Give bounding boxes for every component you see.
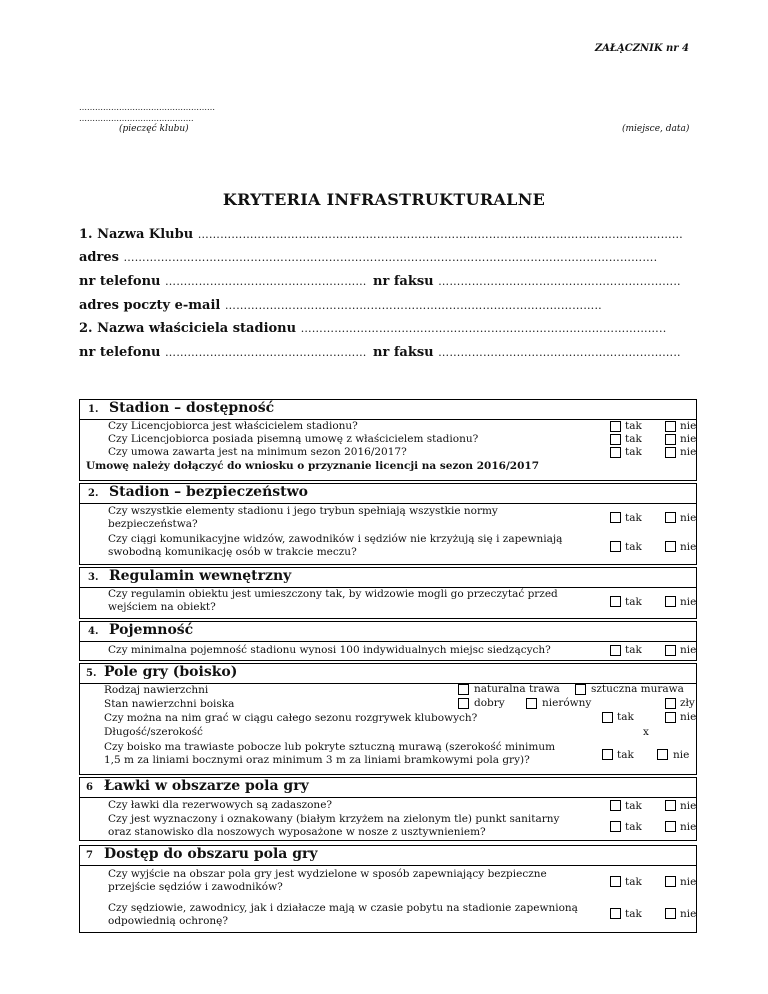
question-text: Czy wyjście na obszar pola gry jest wydzielone w sposób zapewniający bezpieczne — [108, 868, 547, 880]
section-title: Ławki w obszarze pola gry — [104, 778, 309, 794]
question-text: 1,5 m za liniami bocznymi oraz minimum 3 m za liniami bramkowymi pola gry)? — [104, 754, 530, 766]
no-checkbox[interactable] — [665, 541, 676, 552]
question-text: Czy ławki dla rezerwowych są zadaszone? — [108, 799, 333, 811]
no-label: nie — [680, 433, 697, 445]
question-text: przejście sędziów i zawodników? — [108, 881, 283, 893]
yes-label: tak — [625, 541, 642, 553]
no-label: nie — [680, 821, 697, 833]
section-header — [80, 778, 696, 798]
question-text: Stan nawierzchni boiska — [104, 698, 235, 710]
section-title: Regulamin wewnętrzny — [109, 568, 292, 584]
attachment-label: ZAŁĄCZNIK nr 4 — [594, 43, 689, 54]
owner-fax-field[interactable] — [373, 345, 681, 360]
section-number: 4. — [88, 626, 99, 637]
section-title: Pole gry (boisko) — [104, 664, 238, 680]
question-text: swobodną komunikację osób w trakcie meczu? — [108, 546, 357, 558]
stamp-dots-line: …………………………………………… — [79, 103, 215, 112]
question-text: Czy Licencjobiorca jest właścicielem stadionu? — [108, 420, 358, 432]
yes-checkbox[interactable] — [610, 596, 621, 607]
yes-checkbox[interactable] — [610, 645, 621, 656]
yes-label: tak — [625, 433, 642, 445]
no-checkbox[interactable] — [665, 821, 676, 832]
yes-label: tak — [625, 446, 642, 458]
section-internal-regulations — [79, 567, 697, 619]
yes-checkbox[interactable] — [610, 512, 621, 523]
section-number: 1. — [88, 404, 99, 415]
club-name-label: 1. Nazwa Klubu — [79, 227, 194, 242]
owner-phone-dots: ……………………………………………… — [165, 346, 367, 359]
fax-label: nr faksu — [373, 274, 434, 289]
no-label: nie — [680, 644, 697, 656]
yes-checkbox[interactable] — [610, 447, 621, 458]
no-checkbox[interactable] — [665, 908, 676, 919]
yes-label: tak — [617, 711, 634, 723]
question-text: Czy regulamin obiektu jest umieszczony tak, by widzowie mogli go przeczytać przed — [108, 588, 558, 600]
no-checkbox[interactable] — [665, 876, 676, 887]
section-header — [80, 622, 696, 642]
owner-dots: …………………………………………………………………………………….. — [300, 322, 667, 335]
section-header — [80, 664, 696, 684]
good-condition-label: dobry — [474, 697, 505, 709]
stamp-dots-line-2: ……………………………………. — [79, 114, 194, 123]
no-label: nie — [673, 749, 690, 761]
no-label: nie — [680, 596, 697, 608]
yes-label: tak — [625, 876, 642, 888]
question-text: oraz stanowisko dla noszowych wyposażone w nosze z usztywnieniem? — [108, 826, 486, 838]
yes-checkbox[interactable] — [602, 749, 613, 760]
uneven-condition-label: nierówny — [542, 697, 592, 709]
no-label: nie — [680, 800, 697, 812]
yes-checkbox[interactable] — [610, 876, 621, 887]
no-label: nie — [680, 908, 697, 920]
uneven-condition-checkbox[interactable] — [526, 698, 537, 709]
no-checkbox[interactable] — [665, 447, 676, 458]
yes-checkbox[interactable] — [610, 800, 621, 811]
bad-condition-checkbox[interactable] — [665, 698, 676, 709]
address-dots: ……….……………………………………………………………………………………………………………………. — [123, 251, 658, 264]
no-label: nie — [680, 541, 697, 553]
no-label: nie — [680, 420, 697, 432]
section-header — [80, 846, 696, 866]
phone-label: nr telefonu — [79, 274, 161, 289]
section-number: 6 — [86, 782, 93, 793]
place-date-label: (miejsce, data) — [622, 124, 690, 134]
no-checkbox[interactable] — [665, 645, 676, 656]
no-checkbox[interactable] — [665, 434, 676, 445]
question-text: odpowiednią ochronę? — [108, 915, 228, 927]
owner-fax-label: nr faksu — [373, 345, 434, 360]
question-text: Czy jest wyznaczony i oznakowany (białym krzyżem na zielonym tle) punkt sanitarny — [108, 813, 560, 825]
no-label: nie — [680, 711, 697, 723]
section-number: 3. — [88, 572, 99, 583]
yes-checkbox[interactable] — [610, 421, 621, 432]
owner-label: 2. Nazwa właściciela stadionu — [79, 321, 297, 336]
no-checkbox[interactable] — [665, 512, 676, 523]
club-name-dots: ………………………………………………………………………………………………………….……… — [197, 228, 683, 241]
question-text: wejściem na obiekt? — [108, 601, 216, 613]
section-title: Stadion – bezpieczeństwo — [109, 484, 308, 500]
section-stadium-access — [79, 399, 697, 481]
phone-field[interactable] — [79, 274, 367, 289]
page-title: KRYTERIA INFRASTRUKTURALNE — [222, 190, 546, 209]
no-label: nie — [680, 876, 697, 888]
yes-label: tak — [617, 749, 634, 761]
address-label: adres — [79, 250, 119, 265]
question-text: Czy boisko ma trawiaste pobocze lub pokryte sztuczną murawą (szerokość minimum — [104, 741, 556, 753]
yes-label: tak — [625, 644, 642, 656]
artificial-turf-label: sztuczna murawa — [591, 683, 684, 695]
question-text: Czy umowa zawarta jest na minimum sezon 2016/2017? — [108, 446, 407, 458]
section-field-access — [79, 845, 697, 933]
question-text: Czy sędziowie, zawodnicy, jak i działacze mają w czasie pobytu na stadionie zapewnioną — [108, 902, 578, 914]
yes-checkbox[interactable] — [610, 908, 621, 919]
section-header — [80, 484, 696, 504]
bad-condition-label: zły — [680, 697, 695, 709]
section-playing-field — [79, 663, 697, 775]
no-checkbox[interactable] — [657, 749, 668, 760]
no-checkbox[interactable] — [665, 421, 676, 432]
section-title: Dostęp do obszaru pola gry — [104, 846, 318, 862]
question-text: Czy minimalna pojemność stadionu wynosi 100 indywidualnych miejsc siedzących? — [108, 644, 551, 656]
stamp-label: (pieczęć klubu) — [119, 124, 189, 134]
section-number: 2. — [88, 488, 99, 499]
question-text: Rodzaj nawierzchni — [104, 684, 209, 696]
fax-field[interactable] — [373, 274, 681, 289]
question-text: Czy Licencjobiorca posiada pisemną umowę z właścicielem stadionu? — [108, 433, 479, 445]
owner-phone-label: nr telefonu — [79, 345, 161, 360]
email-label: adres poczty e-mail — [79, 298, 221, 313]
section-stadium-safety — [79, 483, 697, 565]
owner-phone-field[interactable] — [79, 345, 367, 360]
phone-dots: ……………………………………………… — [165, 275, 367, 288]
section-header — [80, 568, 696, 588]
yes-checkbox[interactable] — [602, 712, 613, 723]
natural-grass-label: naturalna trawa — [474, 683, 560, 695]
yes-label: tak — [625, 596, 642, 608]
email-dots: ……………………………………………………………………………………….. — [224, 299, 602, 312]
address-field[interactable] — [79, 250, 657, 265]
section-number: 7 — [86, 850, 93, 861]
no-label: nie — [680, 446, 697, 458]
club-name-field[interactable] — [79, 227, 683, 242]
no-checkbox[interactable] — [665, 800, 676, 811]
yes-label: tak — [625, 800, 642, 812]
section-header — [80, 400, 696, 420]
yes-label: tak — [625, 821, 642, 833]
question-text: Długość/szerokość — [104, 726, 203, 738]
section-benches — [79, 777, 697, 841]
section-title: Stadion – dostępność — [109, 400, 275, 416]
good-condition-checkbox[interactable] — [458, 698, 469, 709]
no-checkbox[interactable] — [665, 596, 676, 607]
yes-checkbox[interactable] — [610, 434, 621, 445]
yes-label: tak — [625, 908, 642, 920]
owner-field[interactable] — [79, 321, 666, 336]
question-text: Czy ciągi komunikacyjne widzów, zawodników i sędziów nie krzyżują się i zapewniają — [108, 533, 563, 545]
natural-grass-checkbox[interactable] — [458, 684, 469, 695]
yes-label: tak — [625, 420, 642, 432]
no-label: nie — [680, 512, 697, 524]
yes-checkbox[interactable] — [610, 821, 621, 832]
section-title: Pojemność — [109, 622, 194, 638]
yes-label: tak — [625, 512, 642, 524]
fax-dots: ……………………………………………………….. — [438, 275, 681, 288]
yes-checkbox[interactable] — [610, 541, 621, 552]
section-number: 5. — [86, 668, 97, 679]
section-capacity — [79, 621, 697, 661]
no-checkbox[interactable] — [665, 712, 676, 723]
question-text: bezpieczeństwa? — [108, 518, 198, 530]
contract-note: Umowę należy dołączyć do wniosku o przyznanie licencji na sezon 2016/2017 — [86, 460, 540, 472]
artificial-turf-checkbox[interactable] — [575, 684, 586, 695]
email-field[interactable] — [79, 298, 602, 313]
question-text: Czy można na nim grać w ciągu całego sezonu rozgrywek klubowych? — [104, 712, 478, 724]
question-text: Czy wszystkie elementy stadionu i jego trybun spełniają wszystkie normy — [108, 505, 498, 517]
dimensions-separator: x — [643, 726, 649, 738]
owner-fax-dots: ……………………………………………………….. — [438, 346, 681, 359]
